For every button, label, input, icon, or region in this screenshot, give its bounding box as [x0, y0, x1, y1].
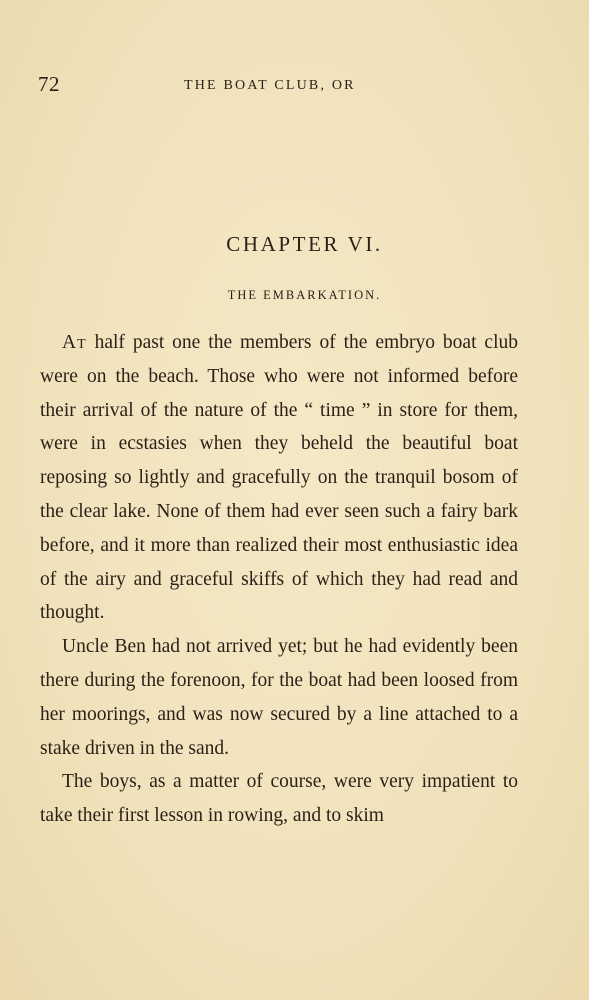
running-title: THE BOAT CLUB, OR [184, 78, 356, 93]
chapter-subtitle: THE EMBARKATION. [227, 288, 382, 302]
paragraph-text: half past one the members of the embryo boat club were on the beach. Those who were not informed before their arrival of the nature of the “ time ” in store for them, were in ecstasies when they beheld the beautiful boat reposing so lightly and gracefully on the tranquil bosom of the clear lake. None of them had ever seen such a fairy bark before, and it more than realized their most enthusiastic idea of the airy and graceful skiffs of which they had read and thought. [40, 332, 518, 624]
paragraph-2: Uncle Ben had not arrived yet; but he had evidently been there during the forenoon, for the boat had been loosed from her moorings, and was now secured by a line attached to a stake driven in the sand. [40, 636, 518, 759]
paragraph-1 [40, 326, 518, 630]
page-number: 72 [38, 72, 60, 96]
paragraph-3: The boys, as a matter of course, were very impatient to take their first lesson in rowing, and to skim [40, 771, 518, 827]
chapter-title: CHAPTER VI. [226, 232, 383, 256]
body-text [40, 326, 518, 833]
running-head [38, 72, 538, 102]
paragraph-lead-word: At [62, 332, 87, 353]
